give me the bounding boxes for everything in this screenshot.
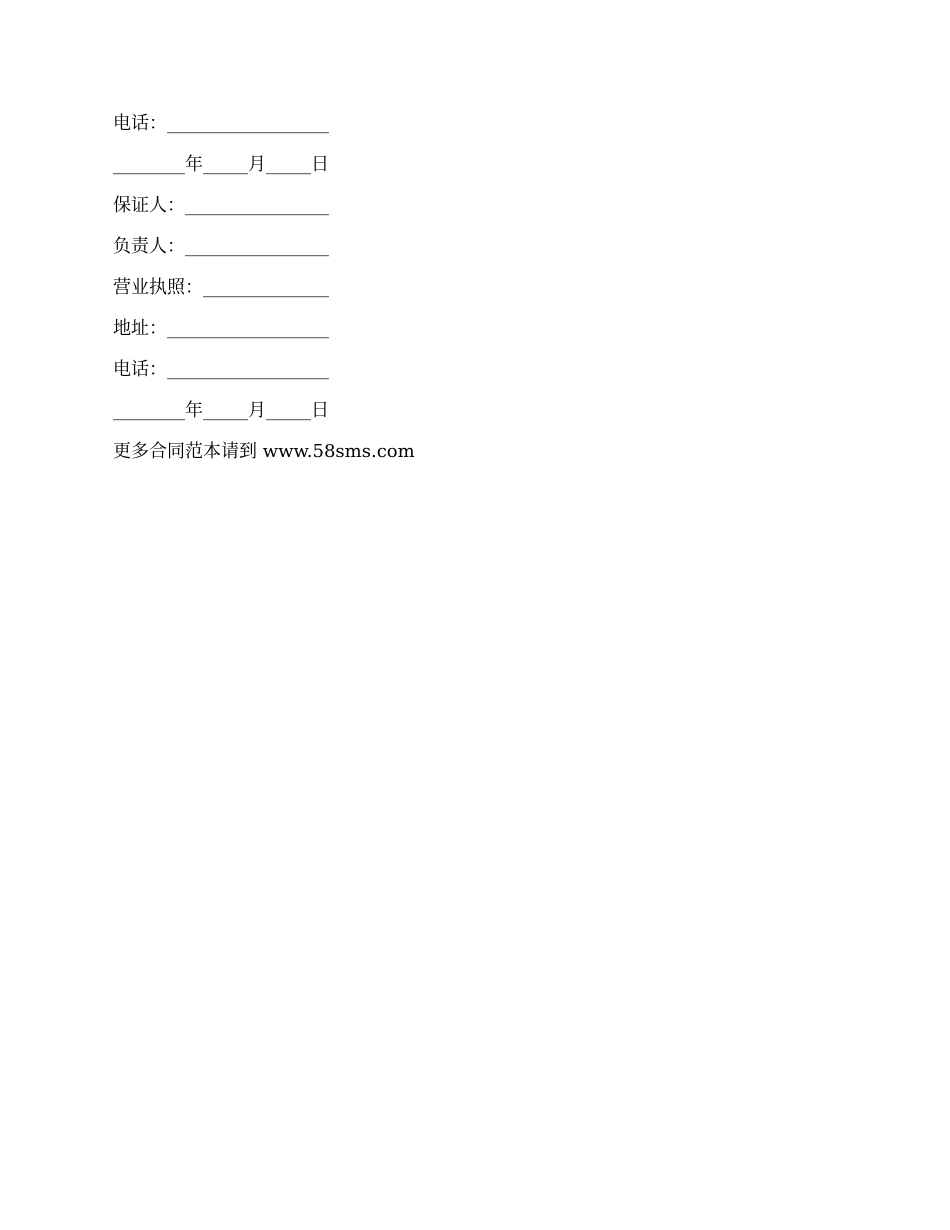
phone-line: 电话：__________________	[113, 113, 329, 134]
date-line-2: ________年_____月_____日	[113, 400, 329, 421]
date-line: ________年_____月_____日	[113, 154, 329, 175]
address-line: 地址：__________________	[113, 318, 329, 339]
guarantor-line: 保证人：________________	[113, 195, 329, 216]
business-license-line: 营业执照：______________	[113, 277, 329, 298]
document-body	[113, 112, 813, 481]
footer-link-line: 更多合同范本请到 www.58sms.com	[113, 441, 415, 462]
responsible-person-line: 负责人：________________	[113, 236, 329, 257]
phone-line-2: 电话：__________________	[113, 359, 329, 380]
